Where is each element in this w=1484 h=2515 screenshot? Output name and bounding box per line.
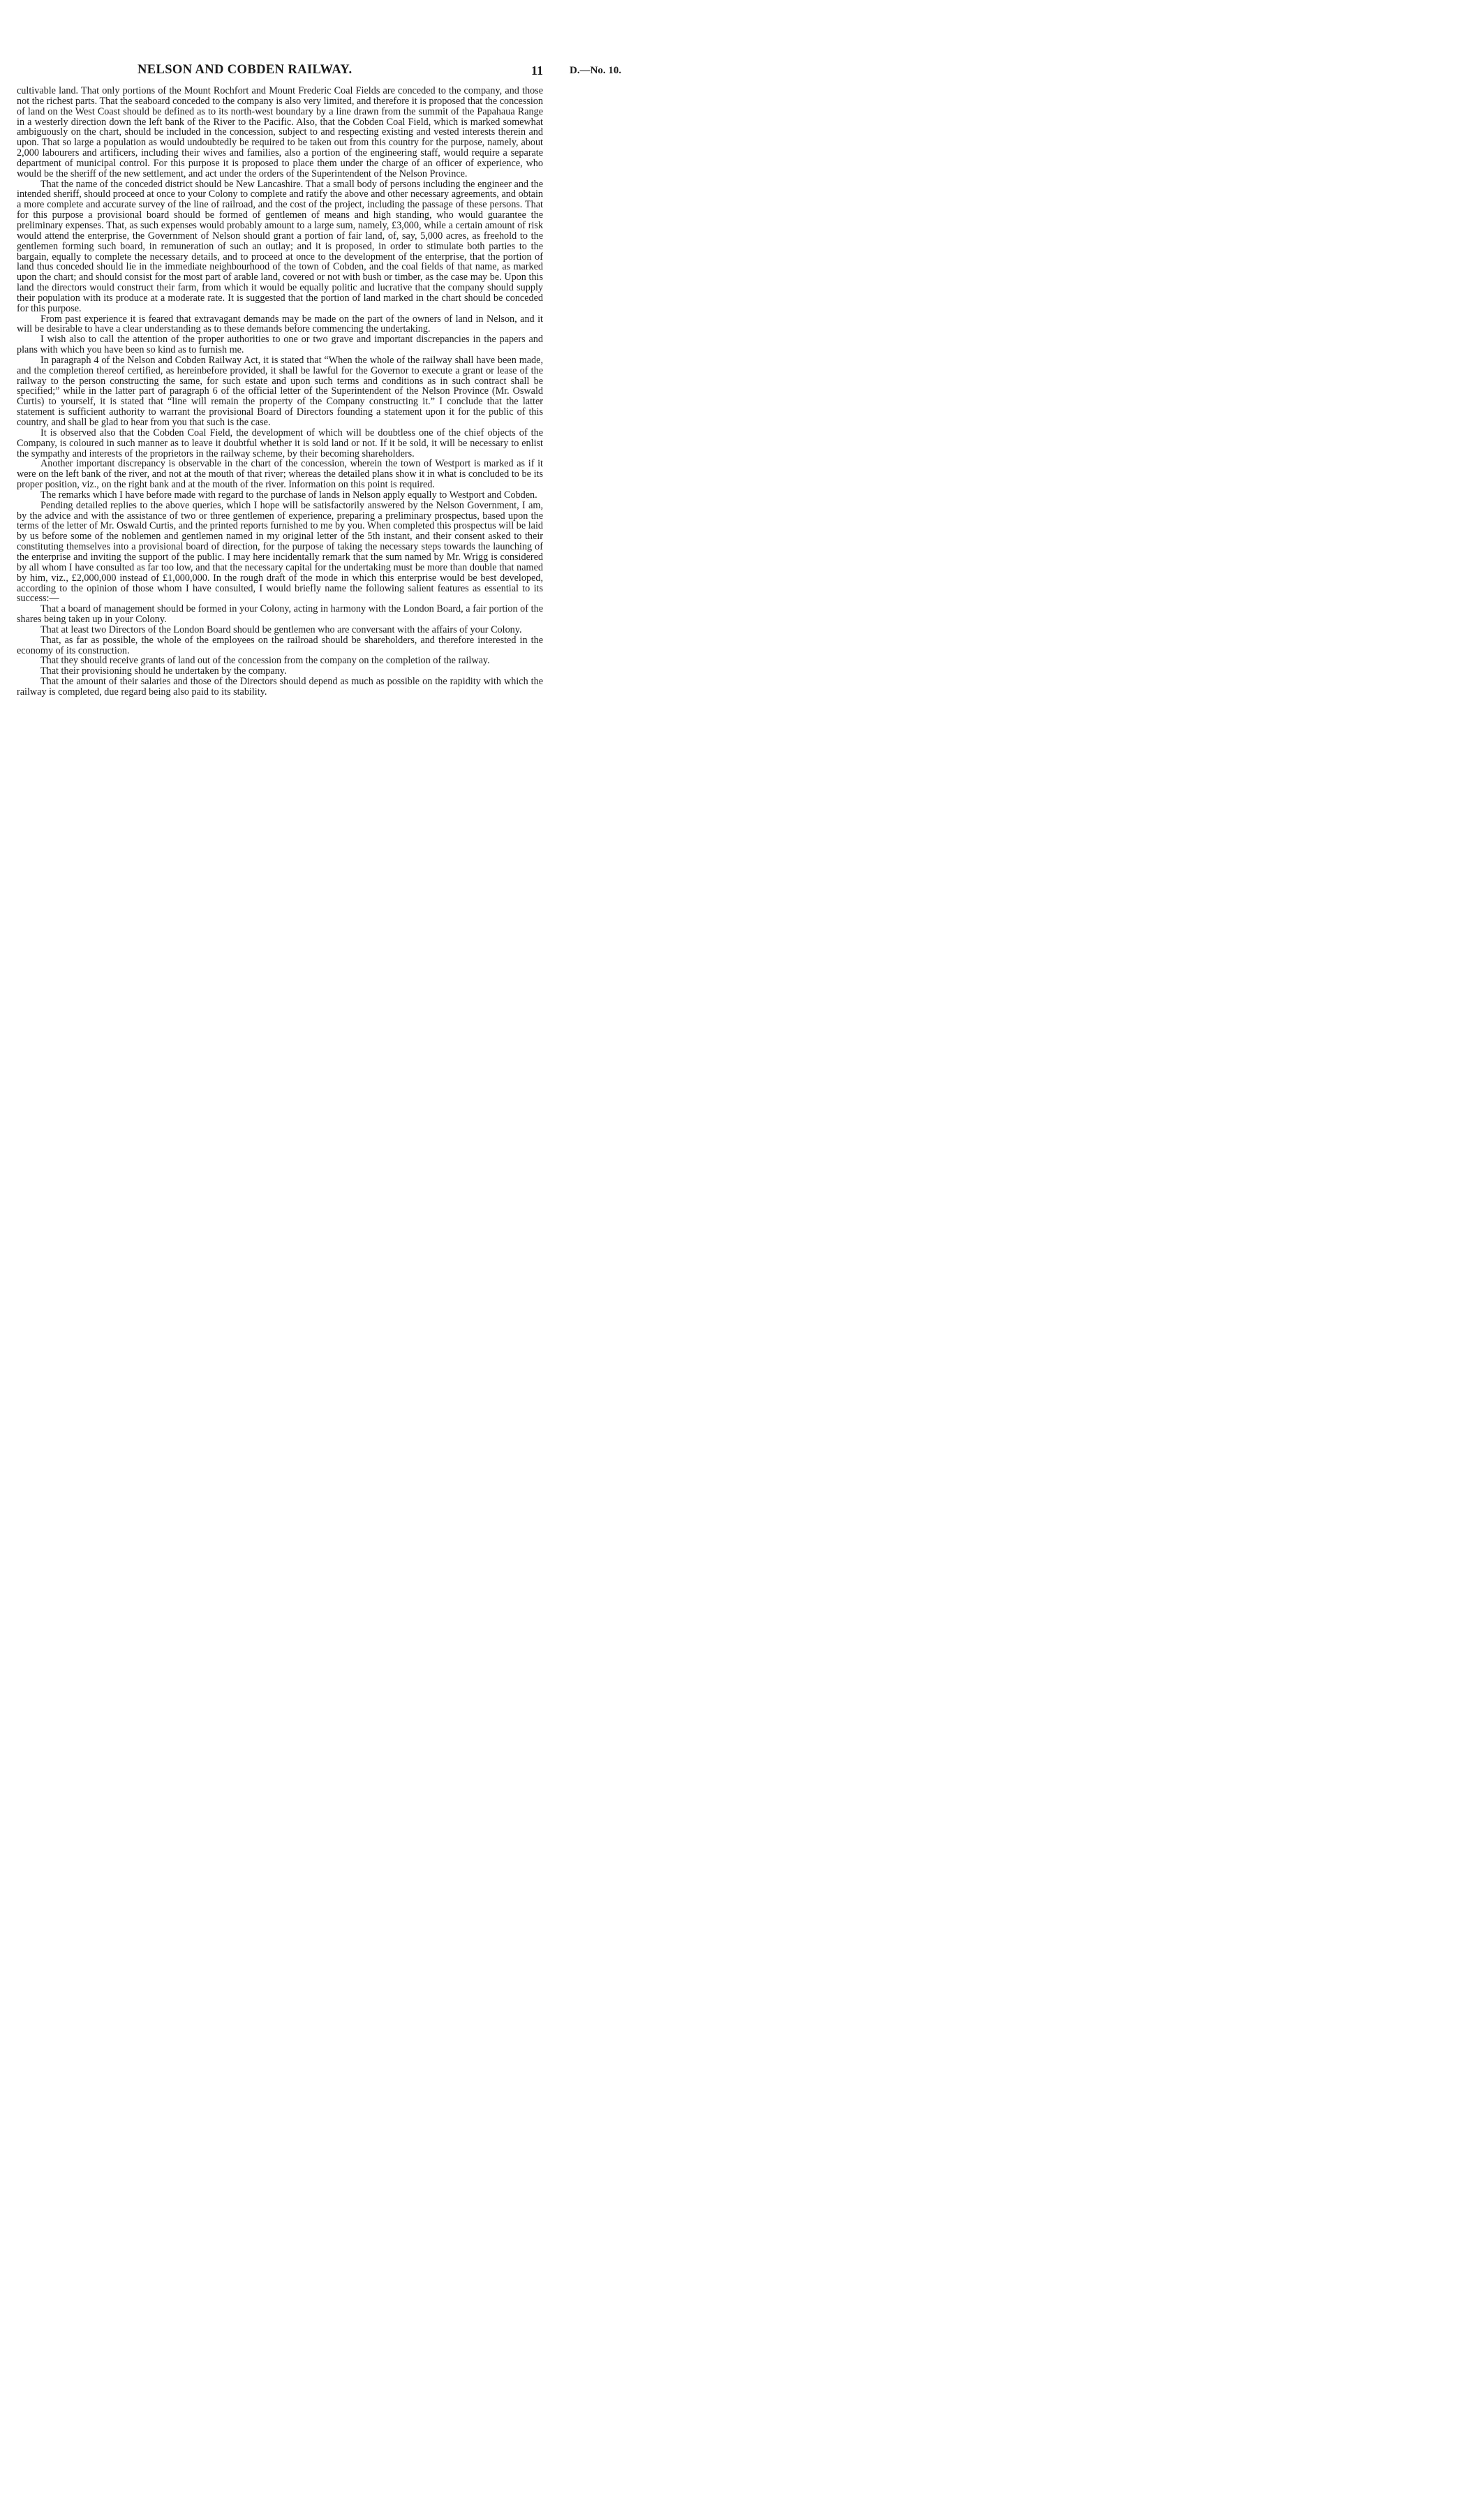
body-text [17,86,543,698]
paragraph: It is observed also that the Cobden Coal Field, the development of which will be doubtless one of the chief objects of the Company, is coloured in such manner as to leave it doubtful whether it is sold land or not. If it be sold, it will be necessary to enlist the sympathy and interests of the proprietors in the railway scheme, by their becoming shareholders. [17,427,543,459]
page-number: 11 [531,64,544,78]
paragraph: That a board of management should be formed in your Colony, acting in harmony with the London Board, a fair portion of the shares being taken up in your Colony. [17,603,543,626]
running-title: NELSON AND COBDEN RAILWAY. [138,63,353,77]
paragraph: cultivable land. That only portions of the Mount Rochfort and Mount Frederic Coal Fields are conceded to the company, and those not the richest parts. That the seaboard conceded to the company is also very limited, and therefore it is proposed that the concession of land on the West Coast should be defined as to its north-west boundary by a line drawn from the summit of the Papahaua Range in a westerly direction down the left bank of the River to the Pacific. Also, that the Cobden Coal Field, which is marked somewhat ambiguously on the chart, should be included in the concession, subject to and respecting existing and vested interests therein and upon. That so large a population as would undoubtedly be required to be taken out from this country for the purpose, namely, about 2,000 labourers and artificers, including their wives and families, also a portion of the engineering staff, would require a separate department of municipal control. For this purpose it is proposed to place them under the charge of an officer of experience, who would be the sheriff of the new settlement, and act under the orders of the Superintendent of the Nelson Province. [17,85,543,179]
paragraph: I wish also to call the attention of the proper authorities to one or two grave and important discrepancies in the papers and plans with which you have been so kind as to furnish me. [17,334,543,356]
paragraph: The remarks which I have before made with regard to the purchase of lands in Nelson apply equally to Westport and Cobden. [40,489,537,501]
paragraph: In paragraph 4 of the Nelson and Cobden Railway Act, it is stated that “When the whole of the railway shall have been made, and the completion thereof certified, as hereinbefore provided, it shall be lawful for the Governor to execute a grant or lease of the railway to the person constructing the same, for such estate and upon such terms and conditions as in such contract shall be specified;” while in the latter part of paragraph 6 of the official letter of the Superintendent of the Nelson Province (Mr. Oswald Curtis) to yourself, it is stated that “line will remain the property of the Company constructing it.” I conclude that the latter statement is sufficient authority to warrant the provisional Board of Directors founding a statement upon it for the public of this country, and shall be glad to hear from you that such is the case. [17,354,543,428]
paragraph: That their provisioning should he undertaken by the company. [40,665,287,677]
document-reference: D.—No. 10. [570,65,622,76]
paragraph: That at least two Directors of the London Board should be gentlemen who are conversant with the affairs of your Colony. [40,624,522,635]
paragraph: From past experience it is feared that extravagant demands may be made on the part of the owners of land in Nelson, and it will be desirable to have a clear understanding as to these demands before commencing the undertaking. [17,313,543,335]
paragraph: Pending detailed replies to the above queries, which I hope will be satisfactorily answered by the Nelson Government, I am, by the advice and with the assistance of two or three gentlemen of experience, preparing a preliminary prospectus, based upon the terms of the letter of Mr. Oswald Curtis, and the printed reports furnished to me by you. When completed this prospectus will be laid by us before some of the noblemen and gentlemen named in my original letter of the 5th instant, and their consent asked to their constituting themselves into a provisional board of direction, for the purpose of taking the necessary steps towards the launching of the enterprise and inviting the support of the public. I may here incidentally remark that the sum named by Mr. Wrigg is considered by all whom I have consulted as far too low, and that the necessary capital for the undertaking must be more than double that named by him, viz., £2,000,000 instead of £1,000,000. In the rough draft of the mode in which this enterprise would be best developed, according to the opinion of those whom I have consulted, I would briefly name the following salient features as essential to its success:— [17,499,543,605]
paragraph: That the amount of their salaries and those of the Directors should depend as much as possible on the rapidity with which the railway is completed, due regard being also paid to its stability. [17,676,543,698]
paragraph: That, as far as possible, the whole of the employees on the railroad should be shareholders, and therefore interested in the economy of its construction. [17,634,543,656]
paragraph: That they should receive grants of land out of the concession from the company on the completion of the railway. [40,655,490,667]
document-page [0,0,655,1093]
paragraph: Another important discrepancy is observable in the chart of the concession, wherein the town of Westport is marked as if it were on the left bank of the river, and not at the mouth of that river; whereas the detailed plans show it in what is concluded to be its proper position, viz., on the right bank and at the mouth of the river. Information on this point is required. [17,458,543,491]
paragraph: That the name of the conceded district should be New Lancashire. That a small body of persons including the engineer and the intended sheriff, should proceed at once to your Colony to complete and ratify the above and other necessary agreements, and obtain a more complete and accurate survey of the line of railroad, and the cost of the project, including the passage of these persons. That for this purpose a provisional board should be formed of gentlemen of means and high standing, who would guarantee the preliminary expenses. That, as such expenses would probably amount to a large sum, namely, £3,000, while a certain amount of risk would attend the enterprise, the Government of Nelson should grant a portion of fair land, of, say, 5,000 acres, as freehold to the gentlemen forming such board, in remuneration of such an outlay; and it is proposed, in order to stimulate both parties to the bargain, equally to complete the necessary details, and to proceed at once to the development of the enterprise, that the portion of land thus conceded should lie in the immediate neighbourhood of the town of Cobden, and the coal fields of that name, as marked upon the chart; and should consist for the most part of arable land, covered or not with bush or timber, as the case may be. Upon this land the directors would construct their farm, from which it would be equally politic and lucrative that the company should supply their population with its produce at a moderate rate. It is suggested that the portion of land marked in the chart should be conceded for this purpose. [17,178,543,314]
